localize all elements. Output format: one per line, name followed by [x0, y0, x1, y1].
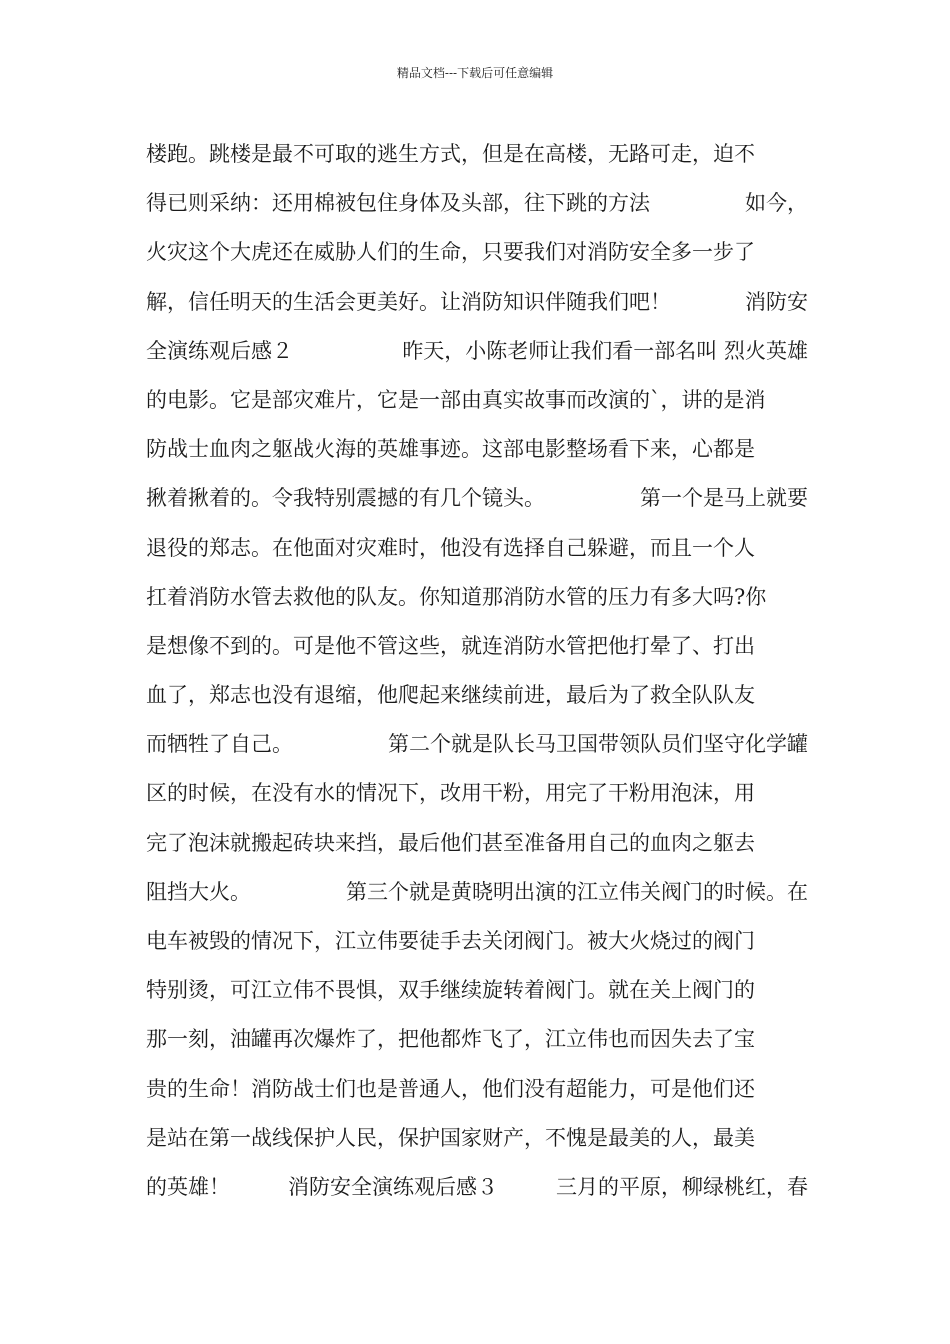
- text-segment: 消防安全演练观后感３: [288, 1174, 498, 1199]
- text-line: [146, 769, 808, 818]
- text-segment: 如今，: [745, 191, 808, 216]
- text-segment: 的电影。它是部灾难片，它是一部由真实故事而改演的`，讲的是消: [146, 387, 766, 412]
- text-segment: 楼跑。跳楼是最不可取的逃生方式，但是在高楼，无路可走，迫不: [146, 142, 755, 166]
- text-line: [146, 573, 808, 622]
- text-line: [146, 966, 808, 1015]
- text-segment: 血了，郑志也没有退缩，他爬起来继续前进，最后为了救全队队友: [146, 683, 755, 708]
- text-segment: 解，信任明天的生活会更美好。让消防知识伴随我们吧！: [146, 289, 671, 314]
- text-line: [146, 720, 808, 769]
- text-segment: 那一刻，油罐再次爆炸了，把他都炸飞了，江立伟也而因失去了宝: [146, 1027, 755, 1052]
- text-line: [146, 819, 808, 868]
- text-segment: 退役的郑志。在他面对灾难时，他没有选择自己躲避，而且一个人: [146, 535, 755, 560]
- text-segment: 三月的平原，柳绿桃红，春: [556, 1174, 808, 1199]
- text-segment: 区的时候，在没有水的情况下，改用干粉，用完了干粉用泡沫，用: [146, 781, 755, 806]
- text-segment: 第三个就是黄晓明出演的江立伟关阀门的时候。在: [346, 879, 808, 904]
- text-line: [146, 1065, 808, 1114]
- text-segment: 第一个是马上就要: [640, 486, 808, 511]
- text-line: [146, 917, 808, 966]
- text-line: [146, 1015, 808, 1064]
- text-segment: 阻挡大火。: [146, 879, 251, 904]
- text-segment: 揪着揪着的。令我特别震撼的有几个镜头。: [146, 486, 545, 511]
- text-line: [146, 376, 808, 425]
- text-segment: 是想像不到的。可是他不管这些，就连消防水管把他打晕了、打出: [146, 633, 755, 658]
- text-segment: 防战士血肉之躯战火海的英雄事迹。这部电影整场看下来，心都是: [146, 437, 755, 462]
- text-line: [146, 228, 808, 277]
- text-line: [146, 278, 808, 327]
- document-body: [146, 130, 808, 1212]
- text-segment: 全演练观后感２: [146, 338, 293, 363]
- text-segment: 消防安: [745, 289, 808, 314]
- text-segment: 扛着消防水管去救他的队友。你知道那消防水管的压力有多大吗?你: [146, 584, 767, 609]
- text-line: [146, 179, 808, 228]
- text-segment: 而牺牲了自己。: [146, 732, 293, 757]
- text-line: [146, 622, 808, 671]
- page-header: 精品文档---下载后可任意编辑: [396, 66, 554, 80]
- text-line: [146, 327, 808, 376]
- text-segment: 昨天，小陈老师让我们看一部名叫 烈火英雄: [402, 338, 808, 363]
- text-segment: 第二个就是队长马卫国带领队员们坚守化学罐: [388, 732, 808, 757]
- text-segment: 完了泡沫就搬起砖块来挡，最后他们甚至准备用自己的血肉之躯去: [146, 830, 755, 855]
- text-line: [146, 474, 808, 523]
- text-segment: 电车被毁的情况下，江立伟要徒手去关闭阀门。被大火烧过的阀门: [146, 929, 755, 953]
- text-line: [146, 425, 808, 474]
- text-line: [146, 1114, 808, 1163]
- text-line: [146, 868, 808, 917]
- text-segment: 火灾这个大虎还在威胁人们的生命，只要我们对消防安全多一步了: [146, 240, 755, 265]
- text-line: [146, 130, 808, 179]
- text-line: [146, 524, 808, 573]
- text-segment: 的英雄！: [146, 1174, 230, 1199]
- text-segment: 特别烫，可江立伟不畏惧，双手继续旋转着阀门。就在关上阀门的: [146, 978, 755, 1003]
- text-segment: 是站在第一战线保护人民，保护国家财产，不愧是最美的人，最美: [146, 1125, 755, 1150]
- text-line: [146, 671, 808, 720]
- text-line: [146, 1163, 808, 1212]
- text-segment: 贵的生命！消防战士们也是普通人，他们没有超能力，可是他们还: [146, 1076, 755, 1101]
- text-segment: 得已则采纳：还用棉被包住身体及头部，往下跳的方法: [146, 191, 650, 216]
